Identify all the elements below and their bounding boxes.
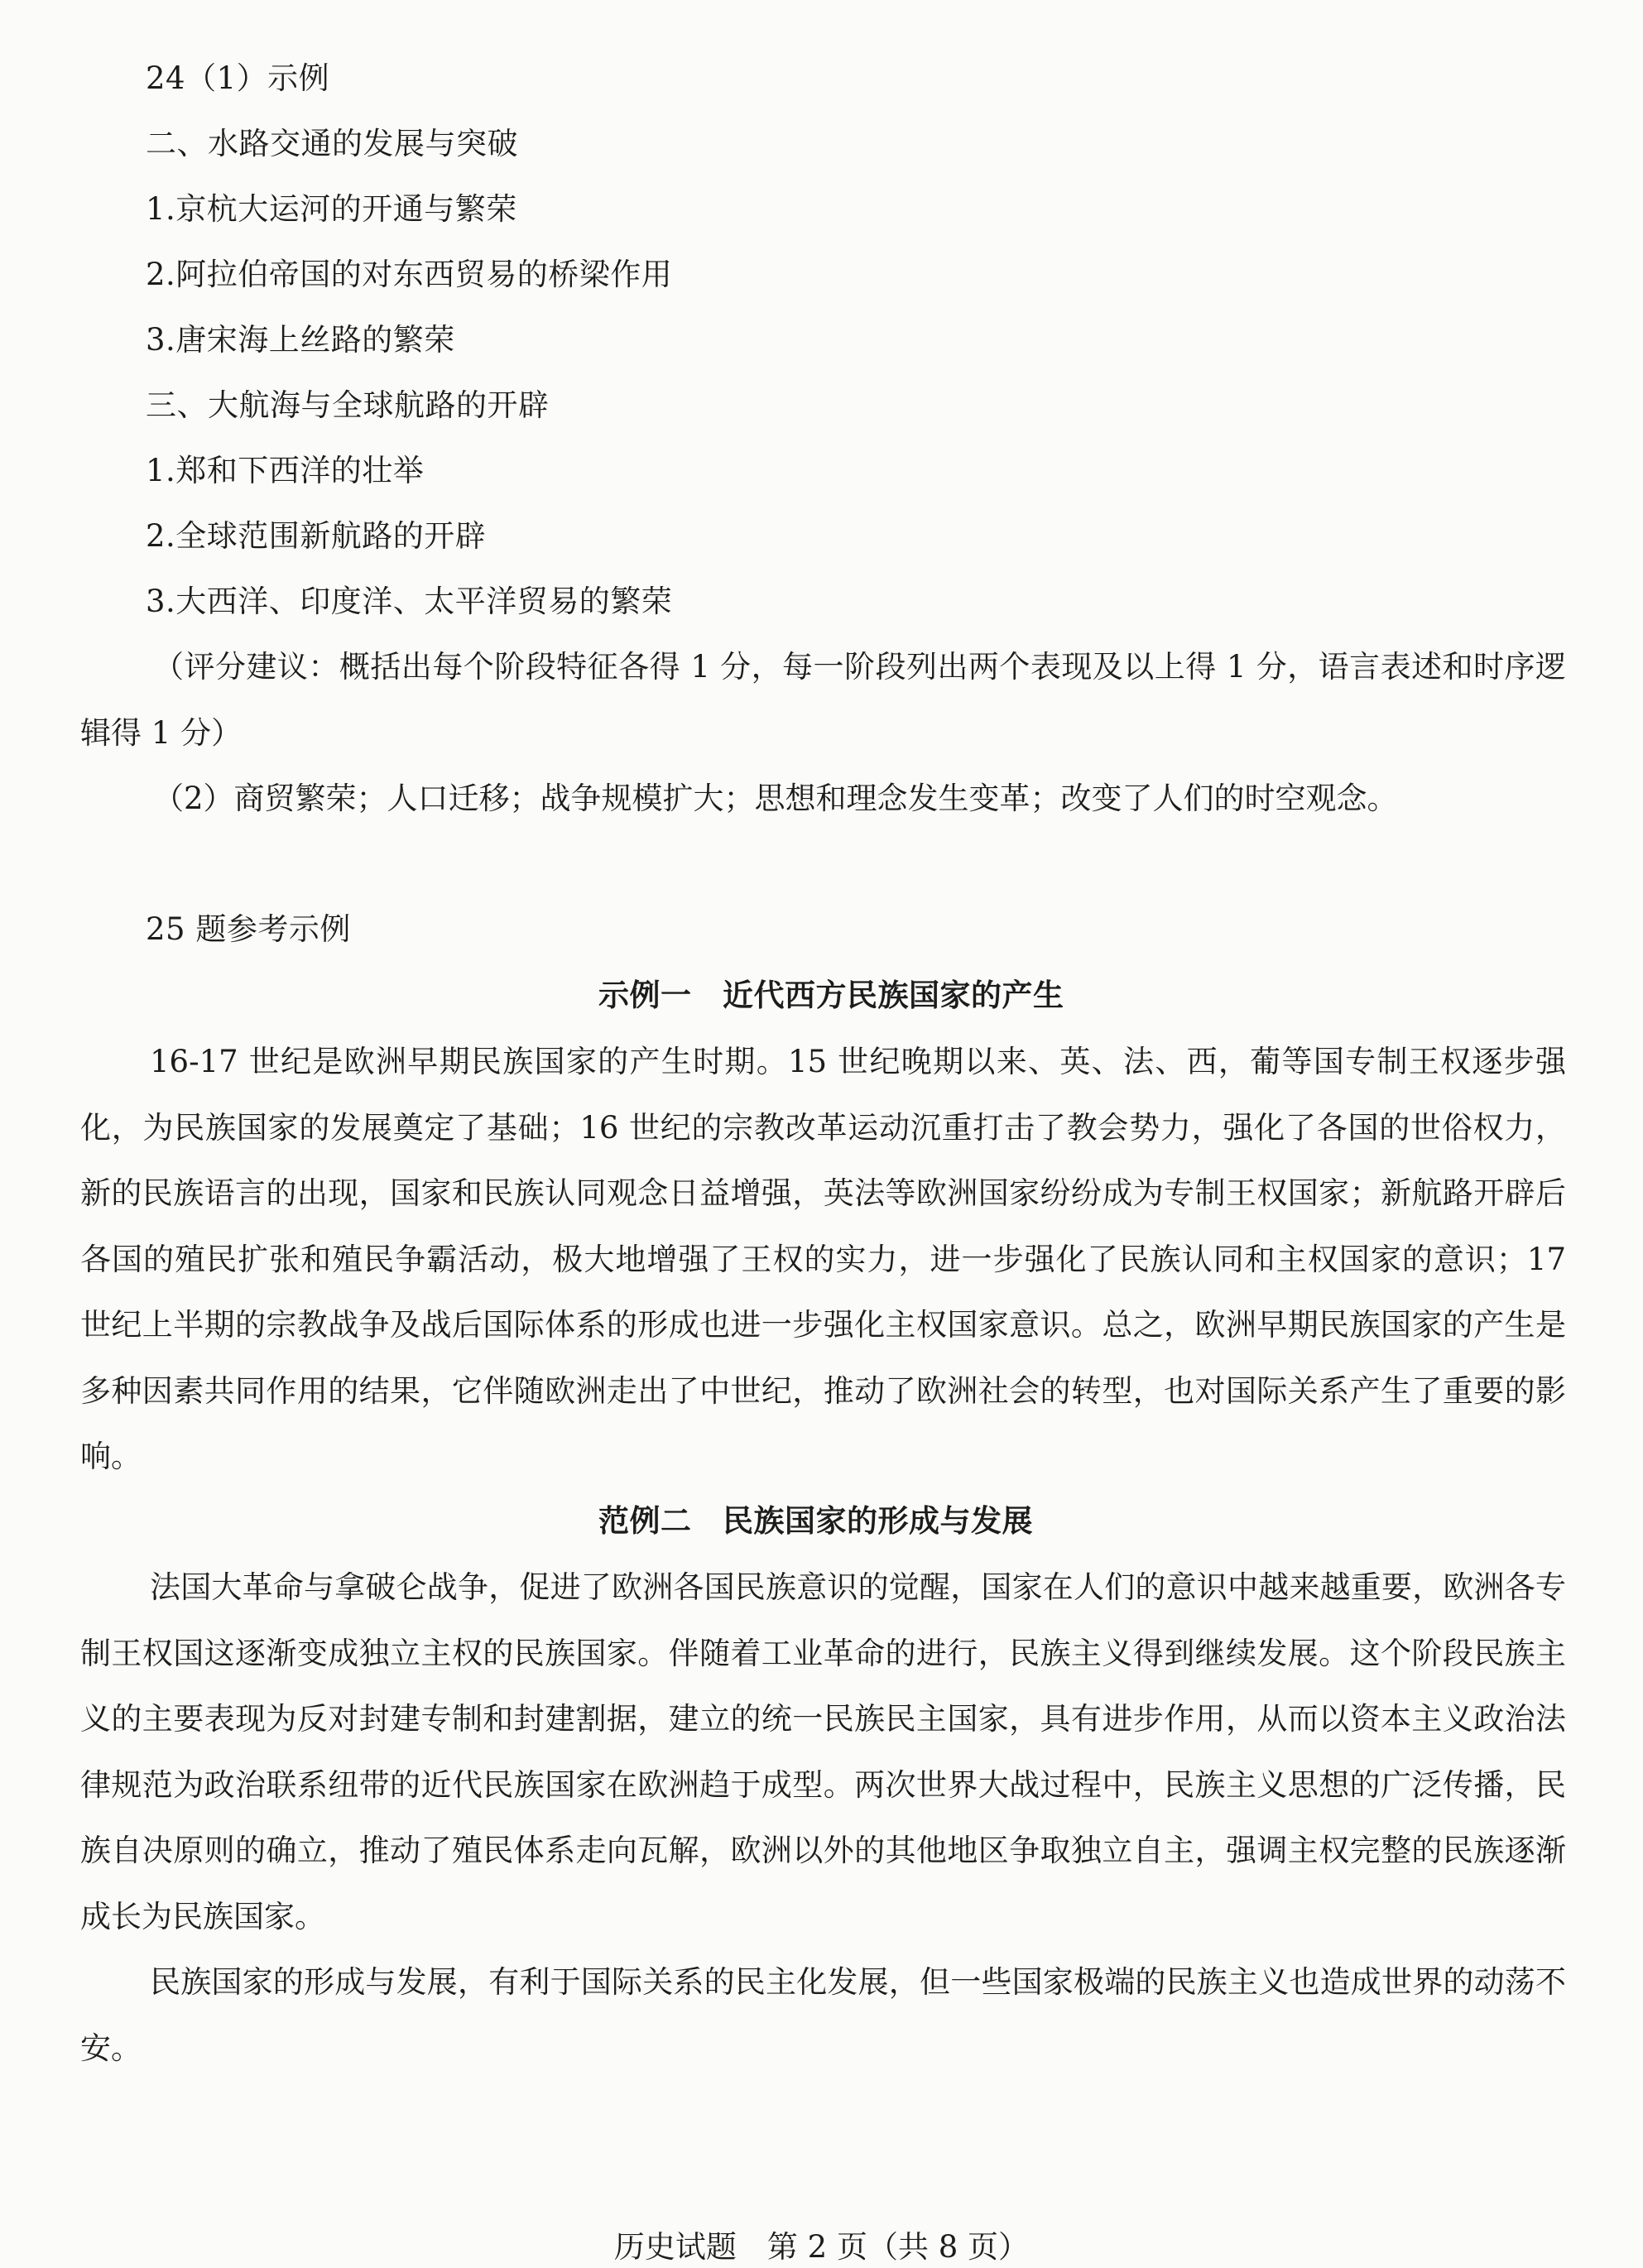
example1-heading: 示例一 近代西方民族国家的产生 <box>598 977 1064 1013</box>
q24-scoring-note: （评分建议：概括出每个阶段特征各得 1 分，每一阶段列出两个表现及以上得 1 分，语言表述和时序逻辑得 1 分） <box>80 649 1566 751</box>
example2-paragraph-1: 法国大革命与拿破仑战争，促进了欧洲各国民族意识的觉醒，国家在人们的意识中越来越重要，欧洲各专制王权国这逐渐变成独立主权的民族国家。伴随着工业革命的进行，民族主义得到继续发展。这个阶段民族主义的主要表现为反对封建专制和封建割据，建立的统一民族民主国家，具有进步作用，从而以资本主义政治法律规范为政治联系纽带的近代民族国家在欧洲趋于成型。两次世界大战过程中，民族主义思想的广泛传播，民族自决原则的确立，推动了殖民体系走向瓦解，欧洲以外的其他地区争取独立自主，强调主权完整的民族逐渐成长为民族国家。 <box>80 1569 1566 1934</box>
example2-paragraph-2: 民族国家的形成与发展，有利于国际关系的民主化发展，但一些国家极端的民族主义也造成世界的动荡不安。 <box>80 1964 1566 2066</box>
q24-part2-answer: （2）商贸繁荣；人口迁移；战争规模扩大；思想和理念发生变革；改变了人们的时空观念。 <box>153 781 1398 816</box>
example2-heading: 范例二 民族国家的形成与发展 <box>598 1502 1033 1539</box>
q24-line-6: 1.郑和下西洋的壮举 <box>146 453 425 488</box>
q24-line-8: 3.大西洋、印度洋、太平洋贸易的繁荣 <box>146 584 673 619</box>
q24-line-5: 三、大航海与全球航路的开辟 <box>146 387 550 423</box>
q24-line-7: 2.全球范围新航路的开辟 <box>146 518 487 554</box>
q24-line-2: 1.京杭大运河的开通与繁荣 <box>146 191 517 227</box>
q24-line-1: 二、水路交通的发展与突破 <box>146 126 518 161</box>
q24-title: 24（1）示例 <box>146 60 330 96</box>
q24-line-4: 3.唐宋海上丝路的繁荣 <box>146 322 455 358</box>
q24-line-3: 2.阿拉伯帝国的对东西贸易的桥梁作用 <box>146 257 673 292</box>
page-footer: 历史试题 第 2 页（共 8 页） <box>613 2229 1030 2265</box>
example1-text: 16-17 世纪是欧洲早期民族国家的产生时期。15 世纪晚期以来、英、法、西，葡等国专制王权逐步强化，为民族国家的发展奠定了基础；16 世纪的宗教改革运动沉重打击了教会势力，强化了各国的世俗权力，新的民族语言的出现，国家和民族认同观念日益增强，英法等欧洲国家纷纷成为专制王权国家；新航路开辟后各国的殖民扩张和殖民争霸活动，极大地增强了王权的实力，进一步强化了民族认同和主权国家的意识；17 世纪上半期的宗教战争及战后国际体系的形成也进一步强化主权国家意识。总之，欧洲早期民族国家的产生是多种因素共同作用的结果，它伴随欧洲走出了中世纪，推动了欧洲社会的转型，也对国际关系产生了重要的影响。 <box>80 1044 1566 1474</box>
q25-title: 25 题参考示例 <box>146 911 351 947</box>
